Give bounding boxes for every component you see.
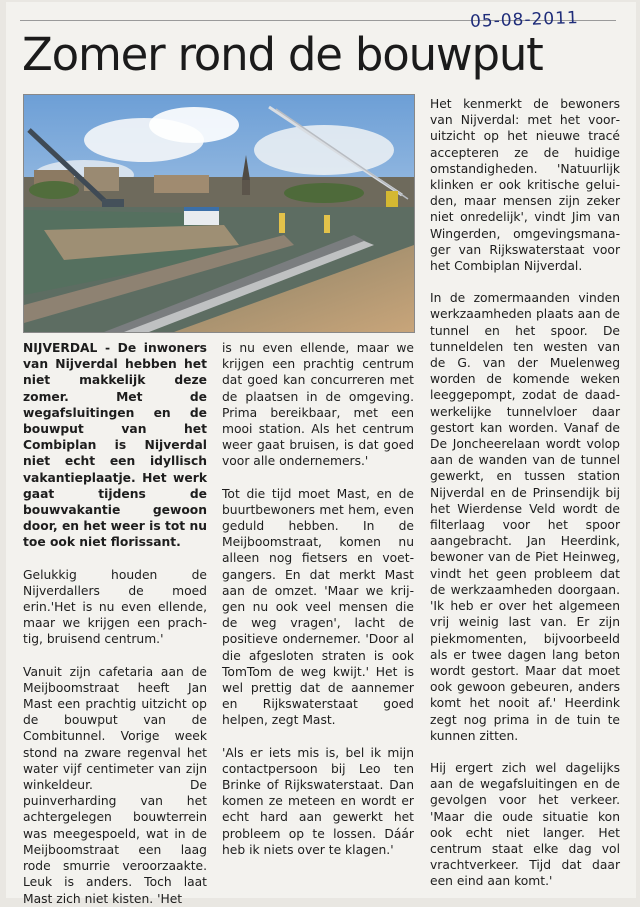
article-column-3: [430, 96, 620, 890]
paragraph: is nu even ellende, maar we krijgen een prachtig centrum dat goed kan concurreren met de plaatsen in de omgeving. Prima bereikbaar, met een mooi station. Als het centrum weer gaat bruisen, is dat goed voor alle ondernemers.': [222, 341, 414, 469]
article-column-2: [222, 340, 414, 858]
lead-text: De inwoners van Nijverdal hebben het niet makkelijk deze zomer. Met de wegafsluitingen en de bouwput van het Combiplan is Nijverdal niet echt een idyllisch vakantieplaatje. Het werk gaat tijdens de bouwvakantie gewoon door, en het weer is tot nu toe ook niet florissant.: [23, 341, 207, 550]
construction-photo: [23, 94, 415, 333]
paragraph: Het kenmerkt de bewoners van Nijverdal: met het vooruitzicht op het nieuwe tracé accepteren ze de huidige omstandigheden. 'Natuurlijk klinken er ook kritische geluiden, maar mensen zijn zeker niet onredelijk', vindt Jim van Wingerden, omgevingsmanager van Rijkswaterstaat voor het Combiplan Nijverdal.: [430, 97, 620, 274]
article-lead: [23, 340, 207, 551]
construction-site-image: [24, 95, 414, 332]
paragraph: Hij ergert zich wel dagelijks aan de wegafsluitingen en de gevolgen voor het verkeer. 'Maar die oude situatie kon ook echt niet langer. Het centrum staat elke dag vol vrachtverkeer. Tijd dat daar een eind aan komt.': [430, 760, 620, 889]
headline: Zomer rond de bouwput: [22, 28, 543, 81]
paragraph: 'Als er iets mis is, bel ik mijn contactpersoon bij Leo ten Brinke of Rijkswaterstaat. Dan komen ze meteen en wordt er echt hard aan gewerkt het probleem op te lossen. Dáár heb ik niets over te klagen.': [222, 745, 414, 857]
paragraph: Gelukkig houden de Nijverdallers de moed erin.'Het is nu even ellende, maar we krijgen een prachtig, bruisend centrum.': [23, 567, 207, 647]
paragraph: Vanuit zijn cafetaria aan de Meijboomstraat heeft Jan Mast een prachtig uitzicht op de bouwput van de Combitunnel. Vorige week stond na zware regenval het water vijf centimeter van zijn winkeldeur. De puinverharding van het achtergelegen bouwterrein was meegespoeld, wat in de Meijboomstraat een laag rode smurrie veroorzaakte. Leuk is anders. Toch laat Mast zich niet kisten. 'Het: [23, 664, 207, 906]
dateline: NIJVERDAL -: [23, 341, 118, 355]
paragraph: In de zomermaanden vinden werkzaamheden plaats aan de tunnel en het spoor. De tunneldelen ten westen van de G. van der Muelenweg worden de komende weken leeggepompt, zodat de daadwerkelijke tunnelvloer daar gestort kan worden. Vanaf de De Joncheerelaan wordt volop aan de wanden van de tunnel gewerkt, en tussen station Nijverdal en de Prinsendijk bij het Wierdense Veld wordt de filterlaag voor het spoor aangebracht. Jan Heerdink, bewoner van de Piet Heinweg, vindt het geen probleem dat de werkzaamheden doorgaan. 'Ik heb er over het algemeen vrij weinig last van. Er zijn piekmomenten, bijvoorbeeld als er twee dagen lang beton wordt gestort. Maar dat moet ook gewoon gebeuren, anders komt het nooit af.' Heerdink zegt nog prima in de tuin te kunnen zitten.: [430, 291, 620, 743]
handwritten-date: 05-08-2011: [469, 8, 580, 32]
article-column-1: [23, 340, 207, 907]
paragraph: Tot die tijd moet Mast, en de buurtbewoners met hem, even geduld hebben. In de Meijboomstraat, komen nu alleen nog fietsers en voetgangers. En dat merkt Mast aan de omzet. 'Maar we krijgen nu ook veel mensen die de weg vragen', lacht de positieve ondernemer. 'Door al die afgesloten straten is ook TomTom de weg kwijt.' Het is wel prettig dat de aannemer en Rijkswaterstaat goed helpen, zegt Mast.: [222, 486, 414, 728]
